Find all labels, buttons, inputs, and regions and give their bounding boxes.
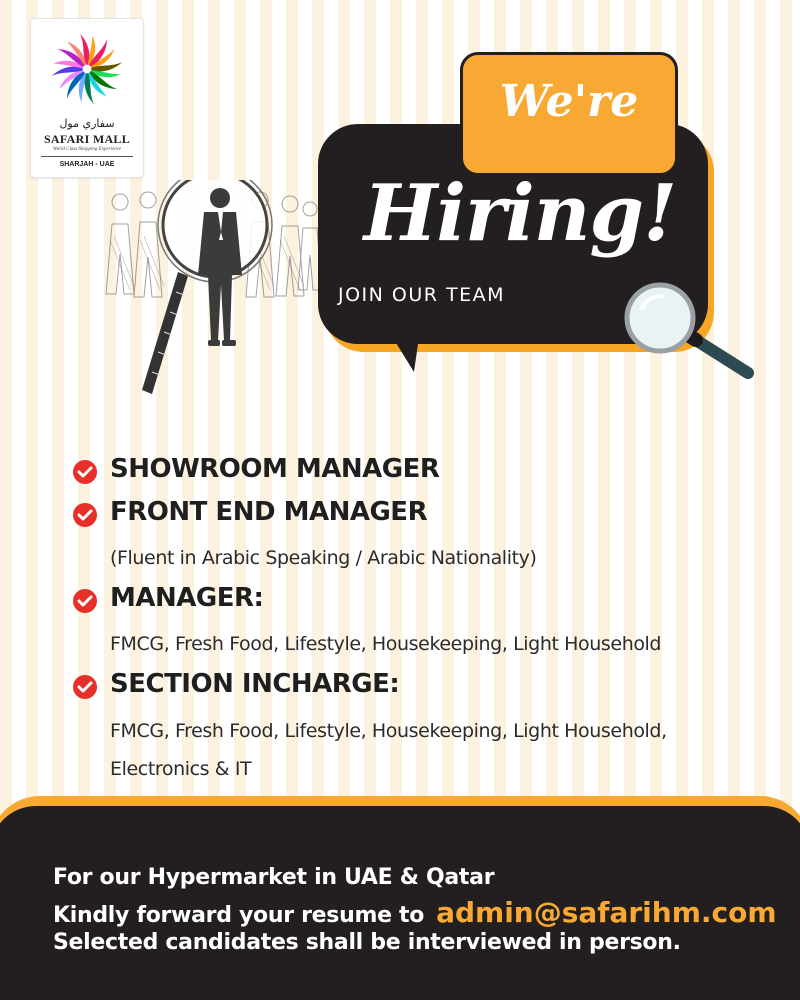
check-circle-icon [72,588,98,614]
headline-were: We're [499,76,639,127]
job-title: MANAGER: [110,583,264,613]
footer-resume-text: Kindly forward your resume to [53,903,425,928]
check-circle-icon [72,502,98,528]
people-silhouette-icon [100,180,330,420]
check-circle-icon [72,674,98,700]
job-detail: FMCG, Fresh Food, Lifestyle, Housekeeping, Light Household [110,633,662,655]
headline-hiring: Hiring! [363,168,677,259]
pinwheel-logo-icon [43,25,131,113]
join-our-team-text: JOIN OUR TEAM [338,284,506,306]
speech-bubble-tail [388,330,420,372]
logo-arabic-text: سفاري مول [59,117,115,130]
logo-brand-name: SAFARI MALL [43,132,131,146]
logo-location: SHARJAH - UAE [59,161,115,168]
footer-line-2 [53,896,777,929]
contact-email-link[interactable]: admin@safarihm.com [436,896,777,929]
logo-divider [41,156,133,157]
footer-line-1: For our Hypermarket in UAE & Qatar [53,865,495,890]
job-title: FRONT END MANAGER [110,497,428,527]
job-title: SECTION INCHARGE: [110,669,400,699]
job-detail: (Fluent in Arabic Speaking / Arabic Nationality) [110,547,537,569]
check-circle-icon [72,459,98,485]
logo-tagline: World Class Shopping Experience [52,147,122,152]
safari-mall-logo [30,18,144,178]
job-title: SHOWROOM MANAGER [110,454,440,484]
footer-line-3: Selected candidates shall be interviewed in person. [53,930,681,955]
magnifying-glass-icon [620,278,760,388]
job-detail: FMCG, Fresh Food, Lifestyle, Housekeeping, Light Household, [110,720,667,742]
job-detail: Electronics & IT [110,758,252,780]
